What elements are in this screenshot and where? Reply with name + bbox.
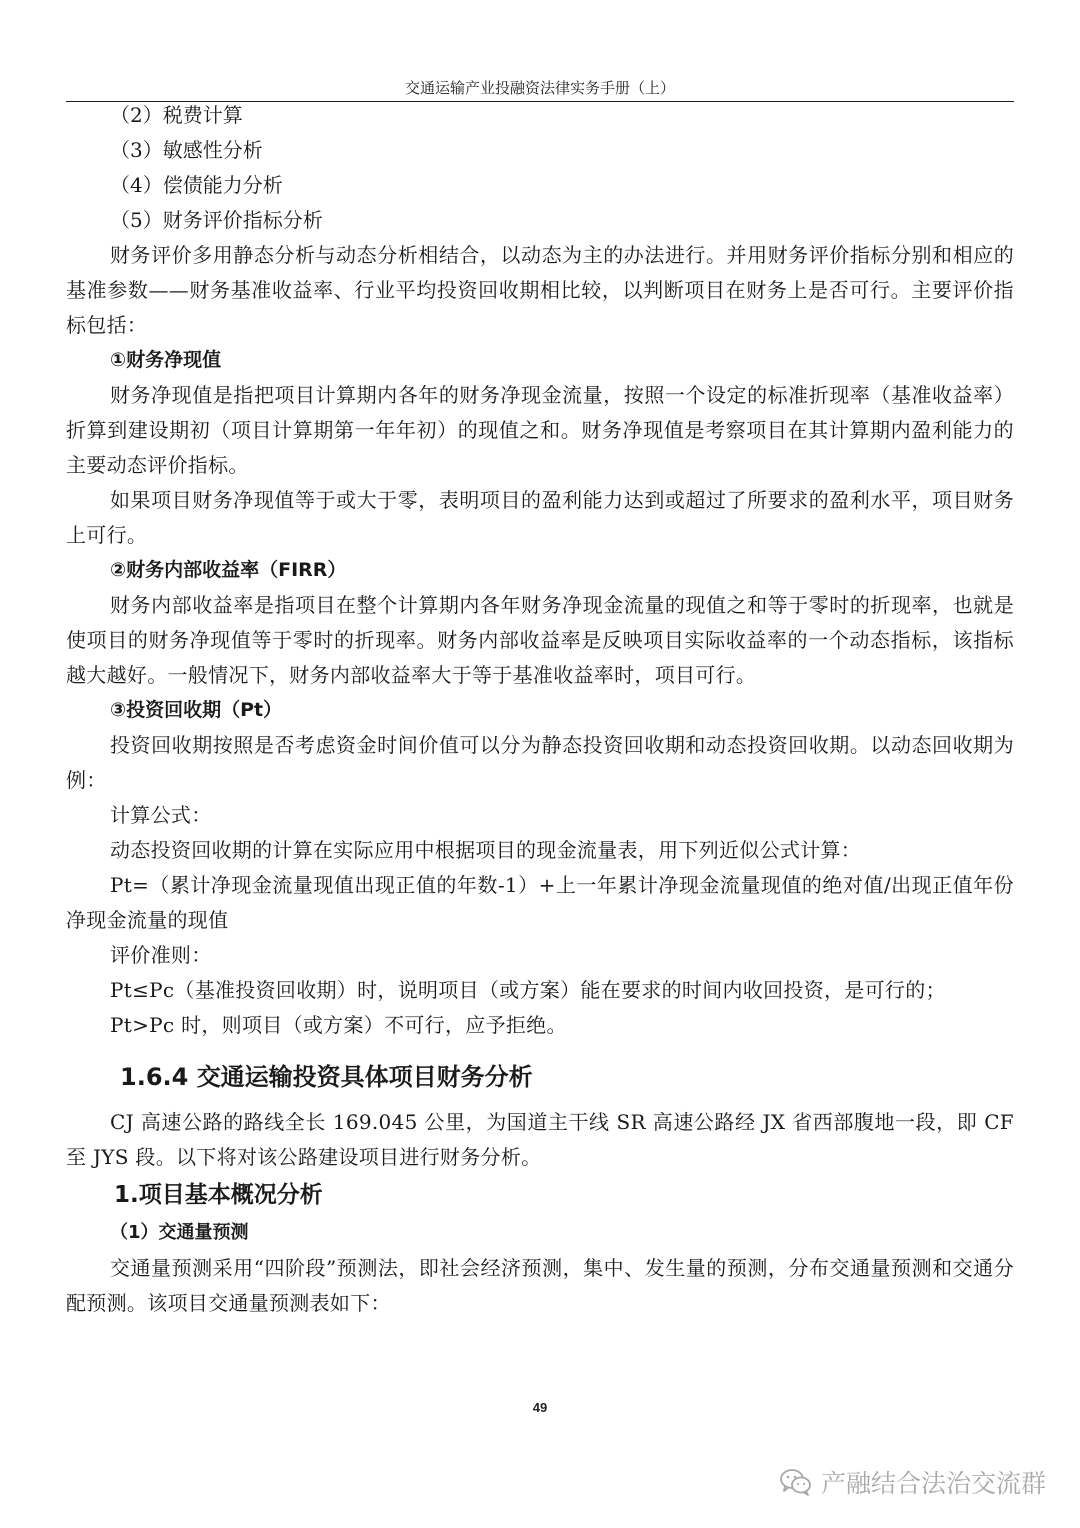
- section-heading: 1.6.4 交通运输投资具体项目财务分析: [120, 1063, 533, 1091]
- payback-paragraph: Pt>Pc 时，则项目（或方案）不可行，应予拒绝。: [110, 1013, 567, 1037]
- payback-paragraph: Pt≤Pc（基准投资回收期）时，说明项目（或方案）能在要求的时间内收回投资，是可行的；: [110, 978, 946, 1002]
- wechat-icon: [779, 1467, 813, 1497]
- payback-paragraph: 投资回收期按照是否考虑资金时间价值可以分为静态投资回收期和动态投资回收期。以动态回收期为例：: [66, 733, 1014, 792]
- payback-paragraph: 计算公式：: [110, 803, 212, 827]
- payback-heading: ③投资回收期（Pt）: [110, 699, 283, 721]
- page-number: 49: [532, 1400, 548, 1415]
- npv-paragraph: 如果项目财务净现值等于或大于零，表明项目的盈利能力达到或超过了所要求的盈利水平，项目财务上可行。: [66, 488, 1014, 547]
- page-body: [66, 98, 1014, 1321]
- payback-paragraph: 评价准则：: [110, 943, 212, 967]
- watermark-text: 产融结合法治交流群: [820, 1469, 1046, 1498]
- firr-heading: ②财务内部收益率（FIRR）: [110, 559, 347, 581]
- subsubsection-heading: （1）交通量预测: [110, 1222, 249, 1243]
- list-item: （4）偿债能力分析: [110, 173, 283, 197]
- firr-paragraph: 财务内部收益率是指项目在整个计算期内各年财务净现金流量的现值之和等于零时的折现率，也就是使项目的财务净现值等于零时的折现率。财务内部收益率是反映项目实际收益率的一个动态指标，该指标越大越好。一般情况下，财务内部收益率大于等于基准收益率时，项目可行。: [66, 593, 1014, 687]
- payback-formula: Pt=（累计净现金流量现值出现正值的年数-1）+上一年累计净现金流量现值的绝对值/出现正值年份净现金流量的现值: [66, 873, 1014, 932]
- npv-heading: ①财务净现值: [110, 349, 222, 371]
- list-item: （5）财务评价指标分析: [110, 208, 323, 232]
- page-header: 交通运输产业投融资法律实务手册（上）: [404, 79, 675, 97]
- list-item: （2）税费计算: [110, 103, 243, 127]
- payback-paragraph: 动态投资回收期的计算在实际应用中根据项目的现金流量表，用下列近似公式计算：: [110, 838, 862, 862]
- subsection-heading: 1.项目基本概况分析: [114, 1182, 323, 1208]
- watermark: [779, 1464, 1046, 1500]
- section-paragraph: 交通量预测采用“四阶段”预测法，即社会经济预测，集中、发生量的预测，分布交通量预测和交通分配预测。该项目交通量预测表如下：: [66, 1256, 1014, 1315]
- intro-paragraph: 财务评价多用静态分析与动态分析相结合，以动态为主的办法进行。并用财务评价指标分别和相应的基准参数——财务基准收益率、行业平均投资回收期相比较，以判断项目在财务上是否可行。主要评价指标包括：: [66, 243, 1014, 337]
- list-item: （3）敏感性分析: [110, 138, 263, 162]
- section-paragraph: CJ 高速公路的路线全长 169.045 公里，为国道主干线 SR 高速公路经 JX 省西部腹地一段，即 CF 至 JYS 段。以下将对该公路建设项目进行财务分析。: [66, 1110, 1014, 1169]
- npv-paragraph: 财务净现值是指把项目计算期内各年的财务净现金流量，按照一个设定的标准折现率（基准收益率）折算到建设期初（项目计算期第一年年初）的现值之和。财务净现值是考察项目在其计算期内盈利能力的主要动态评价指标。: [66, 383, 1014, 477]
